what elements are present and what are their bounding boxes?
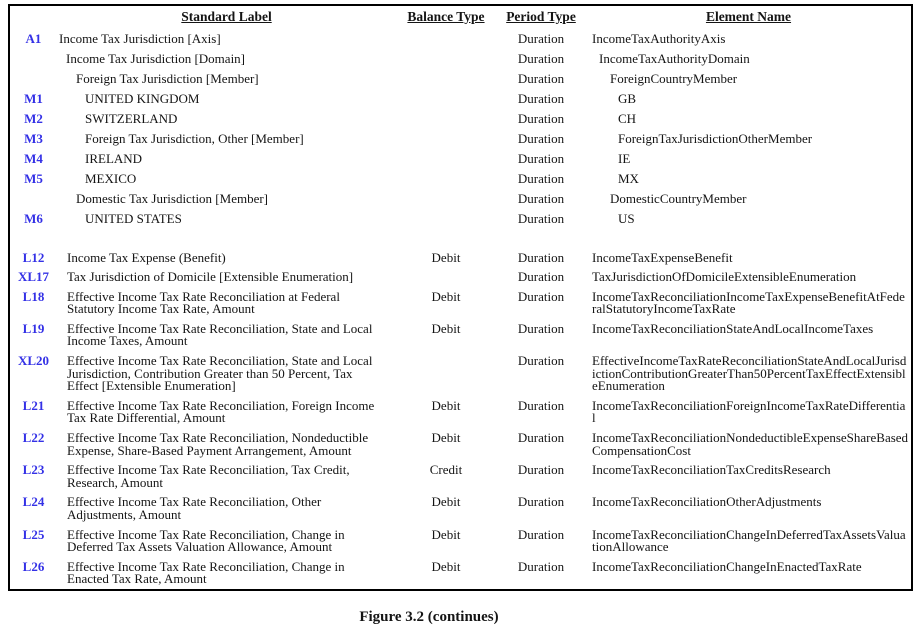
row-code: L21 <box>22 397 45 413</box>
balance-type-cell: Debit <box>431 430 461 446</box>
row-code: M3 <box>24 130 43 146</box>
balance-type-cell <box>396 68 496 88</box>
element-name-cell: IncomeTaxReconciliationIncomeTaxExpenseBenefitAtFederalStatutoryIncomeTaxRate <box>592 288 905 317</box>
row-code: XL17 <box>17 269 50 285</box>
balance-type-cell: Debit <box>431 249 461 265</box>
standard-label-cell: Effective Income Tax Rate Reconciliation at Federal Statutory Income Tax Rate, Amount <box>67 288 340 317</box>
col-header-standard-label-text: Standard Label <box>181 9 272 24</box>
element-name-cell: IE <box>618 150 631 166</box>
spacer-cell <box>9 228 912 248</box>
col-header-balance-type-text: Balance Type <box>407 9 485 24</box>
element-name-cell: CH <box>618 110 637 126</box>
col-header-element-name-text: Element Name <box>705 9 792 24</box>
balance-type-cell <box>396 208 496 228</box>
row-code: L22 <box>22 430 45 446</box>
standard-label-cell: Effective Income Tax Rate Reconciliation, Change in Deferred Tax Assets Valuation Allowance, Amount <box>67 526 345 555</box>
period-type-cell: Duration <box>517 50 565 66</box>
row-code: M4 <box>24 150 43 166</box>
element-name-cell: IncomeTaxReconciliationOtherAdjustments <box>592 494 822 510</box>
element-name-cell: IncomeTaxAuthorityAxis <box>592 30 726 46</box>
col-header-period-type-text: Period Type <box>506 9 576 24</box>
table-row <box>9 248 912 268</box>
element-name-cell: IncomeTaxReconciliationForeignIncomeTaxRateDifferential <box>592 397 906 426</box>
col-header-standard-label <box>57 5 396 28</box>
table-row <box>9 287 912 319</box>
element-name-cell: ForeignCountryMember <box>610 70 738 86</box>
element-name-cell: IncomeTaxAuthorityDomain <box>599 50 750 66</box>
standard-label-cell: Income Tax Jurisdiction [Axis] <box>59 30 221 46</box>
balance-type-cell: Debit <box>431 288 461 304</box>
period-type-cell: Duration <box>517 170 565 186</box>
period-type-cell: Duration <box>517 249 565 265</box>
table-row <box>9 28 912 48</box>
table-row <box>9 48 912 68</box>
element-name-cell: MX <box>618 170 639 186</box>
element-definition-table <box>8 4 913 591</box>
row-code: L25 <box>22 526 45 542</box>
period-type-cell: Duration <box>517 353 565 369</box>
balance-type-cell <box>396 108 496 128</box>
period-type-cell: Duration <box>517 90 565 106</box>
balance-type-cell: Credit <box>429 462 463 478</box>
row-code: L18 <box>22 288 45 304</box>
row-code: L23 <box>22 462 45 478</box>
table-row <box>9 525 912 557</box>
table-row <box>9 319 912 351</box>
period-type-cell: Duration <box>517 190 565 206</box>
jurisdiction-section <box>9 28 912 228</box>
standard-label-cell: Foreign Tax Jurisdiction [Member] <box>76 70 259 86</box>
balance-type-cell: Debit <box>431 397 461 413</box>
standard-label-cell: UNITED STATES <box>85 210 182 226</box>
period-type-cell: Duration <box>517 430 565 446</box>
figure-caption: Figure 3.2 (continues) <box>359 609 499 625</box>
balance-type-cell: Debit <box>431 320 461 336</box>
row-code: L24 <box>22 494 45 510</box>
standard-label-cell: Foreign Tax Jurisdiction, Other [Member] <box>85 130 304 146</box>
standard-label-cell: Effective Income Tax Rate Reconciliation, Foreign Income Tax Rate Differential, Amount <box>67 397 375 426</box>
row-code: L12 <box>22 249 45 265</box>
element-name-cell: US <box>618 210 635 226</box>
table-row <box>9 128 912 148</box>
period-type-cell: Duration <box>517 110 565 126</box>
balance-type-cell: Debit <box>431 526 461 542</box>
balance-type-cell <box>396 28 496 48</box>
period-type-cell: Duration <box>517 150 565 166</box>
table-row <box>9 208 912 228</box>
row-code: A1 <box>25 30 42 46</box>
standard-label-cell: Domestic Tax Jurisdiction [Member] <box>76 190 269 206</box>
table-row <box>9 461 912 493</box>
standard-label-cell: Income Tax Expense (Benefit) <box>67 249 226 265</box>
balance-type-cell <box>396 148 496 168</box>
table-row <box>9 557 912 590</box>
line-items-section <box>9 248 912 590</box>
row-code: L26 <box>22 558 45 574</box>
row-code: M6 <box>24 210 43 226</box>
period-type-cell: Duration <box>517 558 565 574</box>
standard-label-cell: UNITED KINGDOM <box>85 90 200 106</box>
period-type-cell: Duration <box>517 288 565 304</box>
element-name-cell: DomesticCountryMember <box>610 190 747 206</box>
element-name-cell: IncomeTaxReconciliationStateAndLocalIncomeTaxes <box>592 320 874 336</box>
table-row <box>9 168 912 188</box>
table-row <box>9 429 912 461</box>
balance-type-cell: Debit <box>431 558 461 574</box>
balance-type-cell: Debit <box>431 494 461 510</box>
figure-caption-wrap <box>0 608 858 626</box>
col-header-element-name <box>586 5 912 28</box>
period-type-cell: Duration <box>517 397 565 413</box>
standard-label-cell: Effective Income Tax Rate Reconciliation, Nondeductible Expense, Share-Based Payment Arrangement, Amount <box>67 430 369 458</box>
row-code: M5 <box>24 170 43 186</box>
period-type-cell: Duration <box>517 494 565 510</box>
table-row <box>9 108 912 128</box>
element-name-cell: IncomeTaxReconciliationNondeductibleExpenseShareBasedCompensationCost <box>592 430 909 458</box>
element-name-cell: TaxJurisdictionOfDomicileExtensibleEnumeration <box>592 269 857 285</box>
standard-label-cell: Income Tax Jurisdiction [Domain] <box>66 50 246 66</box>
period-type-cell: Duration <box>517 320 565 336</box>
standard-label-cell: Effective Income Tax Rate Reconciliation, State and Local Income Taxes, Amount <box>67 320 373 349</box>
balance-type-cell <box>396 268 496 288</box>
standard-label-cell: SWITZERLAND <box>85 110 178 126</box>
row-code: XL20 <box>17 353 50 369</box>
period-type-cell: Duration <box>517 70 565 86</box>
table-row <box>9 352 912 397</box>
standard-label-cell: Effective Income Tax Rate Reconciliation, State and Local Jurisdiction, Contribution Greater than 50 Percent, Tax Effect [Extensible Enumeration] <box>67 353 373 394</box>
table-row <box>9 188 912 208</box>
standard-label-cell: MEXICO <box>85 170 137 186</box>
element-name-cell: IncomeTaxReconciliationChangeInEnactedTaxRate <box>592 558 862 574</box>
row-code <box>9 68 57 88</box>
table-row <box>9 88 912 108</box>
element-name-cell: GB <box>618 90 637 106</box>
col-header-code <box>9 5 57 28</box>
standard-label-cell: IRELAND <box>85 150 143 166</box>
period-type-cell: Duration <box>517 130 565 146</box>
row-code <box>9 48 57 68</box>
element-name-cell: EffectiveIncomeTaxRateReconciliationStateAndLocalJurisdictionContributionGreaterThan50PercentTaxEffectExtensibleEnumeration <box>592 353 907 394</box>
table-header-row <box>9 5 912 28</box>
spacer-row <box>9 228 912 248</box>
row-code: M2 <box>24 110 43 126</box>
standard-label-cell: Effective Income Tax Rate Reconciliation, Tax Credit, Research, Amount <box>67 462 350 490</box>
balance-type-cell <box>396 188 496 208</box>
row-code: M1 <box>24 90 43 106</box>
table-row <box>9 68 912 88</box>
period-type-cell: Duration <box>517 526 565 542</box>
period-type-cell: Duration <box>517 269 565 285</box>
table-row <box>9 148 912 168</box>
row-code <box>9 188 57 208</box>
table-row <box>9 493 912 525</box>
section-spacer <box>9 228 912 248</box>
col-header-period-type <box>496 5 586 28</box>
standard-label-cell: Effective Income Tax Rate Reconciliation, Other Adjustments, Amount <box>67 494 322 522</box>
balance-type-cell <box>396 168 496 188</box>
row-code: L19 <box>22 320 45 336</box>
table-row <box>9 268 912 288</box>
balance-type-cell <box>396 88 496 108</box>
element-name-cell: IncomeTaxReconciliationChangeInDeferredTaxAssetsValuationAllowance <box>592 526 906 555</box>
element-name-cell: IncomeTaxExpenseBenefit <box>592 249 733 265</box>
standard-label-cell: Tax Jurisdiction of Domicile [Extensible Enumeration] <box>67 269 354 285</box>
period-type-cell: Duration <box>517 30 565 46</box>
period-type-cell: Duration <box>517 462 565 478</box>
standard-label-cell: Effective Income Tax Rate Reconciliation, Change in Enacted Tax Rate, Amount <box>67 558 345 587</box>
balance-type-cell <box>396 128 496 148</box>
balance-type-cell <box>396 352 496 397</box>
element-name-cell: ForeignTaxJurisdictionOtherMember <box>618 130 813 146</box>
period-type-cell: Duration <box>517 210 565 226</box>
balance-type-cell <box>396 48 496 68</box>
element-name-cell: IncomeTaxReconciliationTaxCreditsResearch <box>592 462 831 478</box>
col-header-balance-type <box>396 5 496 28</box>
table-row <box>9 396 912 428</box>
